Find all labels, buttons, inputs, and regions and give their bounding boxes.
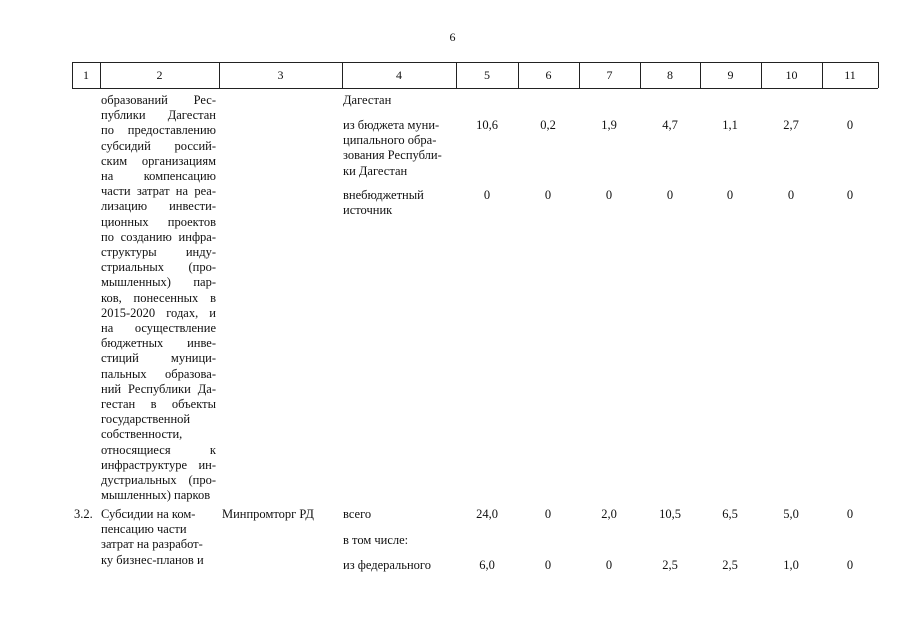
value-cell: 1,9 [601, 118, 617, 132]
text-line: инфраструктуре ин- [101, 457, 216, 472]
header-cell-col-11: 11 [844, 68, 856, 82]
header-cell-col-10: 10 [785, 68, 798, 82]
value-cell: 0,2 [540, 118, 556, 132]
value-cell: 0 [544, 188, 552, 202]
value-cell: 5,0 [783, 507, 799, 521]
value-cell: 10,6 [476, 118, 498, 132]
text-line: мышленных) пар- [101, 275, 216, 290]
header-cell-col-3: 3 [277, 68, 284, 82]
text-line: гестан в объекты [101, 397, 216, 412]
text-line: внебюджетный [343, 188, 424, 202]
value-cell: 2,7 [783, 118, 799, 132]
value-cell: 1,1 [722, 118, 738, 132]
block2-source-total: всего [343, 507, 372, 521]
value-cell: 0 [787, 188, 795, 202]
text-line: пальных образова- [101, 366, 216, 381]
text-line: ний Республики Да- [101, 381, 216, 396]
text-line: ку бизнес-планов и [101, 552, 204, 567]
value-cell: 0 [483, 188, 491, 202]
block2-executor: Минпромторг РД [222, 507, 314, 521]
text-line: ков, понесенных в [101, 290, 216, 305]
text-line: источник [343, 203, 393, 218]
text-line: стриальных (про- [101, 260, 216, 275]
text-line: субсидий россий- [101, 138, 216, 153]
value-cell: 0 [544, 507, 552, 521]
header-cell-col-2: 2 [156, 68, 163, 82]
value-cell: 6,0 [479, 558, 495, 572]
value-cell: 4,7 [662, 118, 678, 132]
text-line: относящиеся к [101, 442, 216, 457]
text-line: зования Республи- [343, 148, 442, 163]
block1-source-municipal [343, 118, 453, 179]
block1-source-extrabudget [343, 188, 453, 218]
value-cell: 2,0 [601, 507, 617, 521]
text-line: части затрат на реа- [101, 184, 216, 199]
value-cell: 1,0 [783, 558, 799, 572]
text-line: на осуществление [101, 321, 216, 336]
text-line: Дагестан [343, 93, 392, 107]
text-line: собственности, [101, 427, 183, 442]
text-line: государственной [101, 412, 191, 427]
block2-source-including: в том числе: [343, 533, 409, 547]
text-line: ционных проектов [101, 214, 216, 229]
value-cell: 2,5 [662, 558, 678, 572]
text-line: публики Дагестан [101, 108, 216, 123]
header-cell-col-6: 6 [545, 68, 552, 82]
block2-item-number: 3.2. [74, 507, 93, 521]
header-cell-col-8: 8 [667, 68, 673, 82]
text-line: ским организациям [101, 153, 216, 168]
block1-source-region [343, 93, 453, 108]
text-line: Субсидии на ком- [101, 507, 196, 521]
value-cell: 6,5 [722, 507, 738, 521]
page-number: 6 [449, 30, 456, 44]
text-line: по созданию инфра- [101, 229, 216, 244]
value-cell: 0 [846, 188, 854, 202]
text-line: затрат на разработ- [101, 537, 203, 552]
value-cell: 2,5 [722, 558, 738, 572]
value-cell: 0 [605, 188, 613, 202]
value-cell: 24,0 [476, 507, 498, 521]
value-cell: 0 [846, 558, 854, 572]
text-line: ки Дагестан [343, 163, 408, 178]
text-line: на компенсацию [101, 169, 216, 184]
value-cell: 0 [666, 188, 674, 202]
text-line: по предоставлению [101, 123, 216, 138]
value-cell: 0 [846, 507, 854, 521]
text-line: дустриальных (про- [101, 473, 216, 488]
header-cell-col-7: 7 [606, 68, 613, 82]
block2-description [101, 507, 216, 568]
text-line: лизацию инвести- [101, 199, 216, 214]
text-line: бюджетных инве- [101, 336, 216, 351]
header-column-divider [878, 62, 879, 88]
text-line: 2015-2020 годах, и [101, 305, 216, 320]
block2-source-federal: из федерального [343, 558, 431, 572]
value-cell: 10,5 [659, 507, 681, 521]
value-cell: 0 [726, 188, 734, 202]
text-line: ципального обра- [343, 133, 437, 148]
header-cell-col-5: 5 [484, 68, 490, 82]
value-cell: 0 [605, 558, 613, 572]
header-bottom-rule [72, 88, 878, 89]
text-line: образований Рес- [101, 93, 216, 107]
block1-description [101, 93, 216, 503]
header-cell-col-1: 1 [83, 68, 89, 82]
header-cell-col-9: 9 [727, 68, 734, 82]
text-line: пенсацию части [101, 522, 187, 537]
text-line: стиций муници- [101, 351, 216, 366]
text-line: структуры инду- [101, 245, 216, 260]
value-cell: 0 [846, 118, 854, 132]
text-line: из бюджета муни- [343, 118, 440, 132]
value-cell: 0 [544, 558, 552, 572]
header-cell-col-4: 4 [396, 68, 402, 82]
text-line: мышленных) парков [101, 488, 211, 503]
